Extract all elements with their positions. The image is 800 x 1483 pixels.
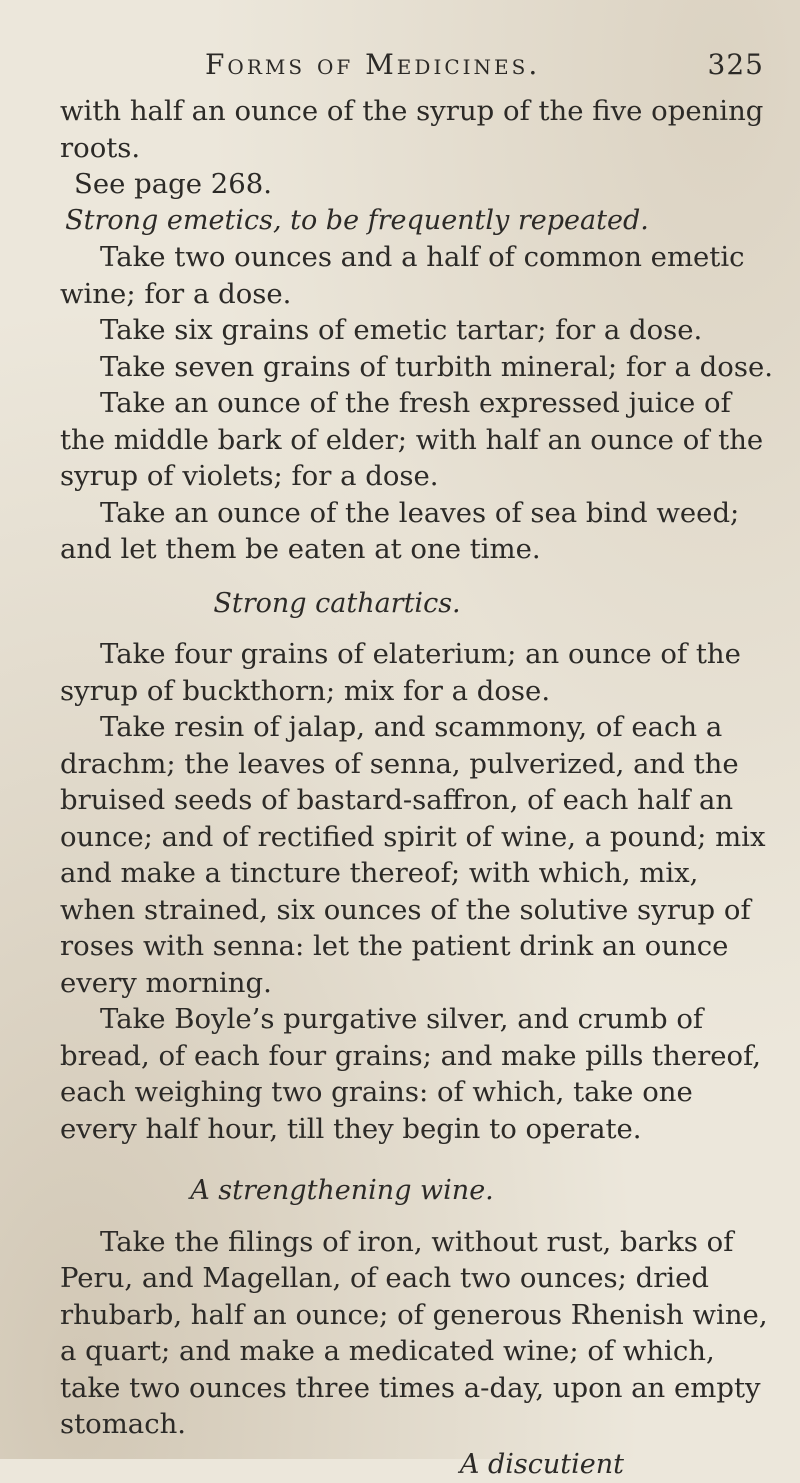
paragraph-boyle: Take Boyle’s purgative silver, and crumb of bread, of each four grains; and make pills thereof, each weighing two grains: of which, take one every half hour, till they begin to operate. [60, 1001, 774, 1147]
paragraph-bind-weed: Take an ounce of the leaves of sea bind weed; and let them be eaten at one time. [60, 495, 774, 568]
paragraph-emetic-tartar: Take six grains of emetic tartar; for a dose. [60, 312, 774, 349]
paragraph-turbith: Take seven grains of turbith mineral; for a dose. [60, 349, 774, 386]
catchword: A discutient [60, 1447, 774, 1483]
paragraph-iron-wine: Take the filings of iron, without rust, barks of Peru, and Magellan, of each two ounces; dried rhubarb, half an ounce; of generous Rhenish wine, a quart; and make a medicated wine; of which, take two ounces three times a-day, upon an empty stomach. [60, 1224, 774, 1443]
paragraph-elder: Take an ounce of the fresh expressed juice of the middle bark of elder; with half an ounce of the syrup of violets; for a dose. [60, 385, 774, 495]
paragraph-emetic-wine: Take two ounces and a half of common emetic wine; for a dose. [60, 239, 774, 312]
page-number: 325 [708, 48, 764, 81]
page-body [60, 93, 774, 1483]
paragraph-continuation: with half an ounce of the syrup of the five opening roots. [60, 93, 774, 166]
paragraph-jalap: Take resin of jalap, and scammony, of each a drachm; the leaves of senna, pulverized, and the bruised seeds of bastard-saffron, of each half an ounce; and of rectified spirit of wine, a pound; mix and make a tincture thereof; with which, mix, when strained, six ounces of the solutive syrup of roses with senna: let the patient drink an ounce every morning. [60, 709, 774, 1001]
running-header [60, 0, 774, 81]
running-title: Forms of Medicines. [205, 48, 540, 81]
paragraph-reference: See page 268. [60, 166, 774, 203]
section-heading-wine: A strengthening wine. [0, 1173, 774, 1210]
section-heading-emetics: Strong emetics, to be frequently repeated. [0, 203, 774, 240]
section-heading-cathartics: Strong cathartics. [0, 586, 774, 623]
paragraph-elaterium: Take four grains of elaterium; an ounce of the syrup of buckthorn; mix for a dose. [60, 636, 774, 709]
